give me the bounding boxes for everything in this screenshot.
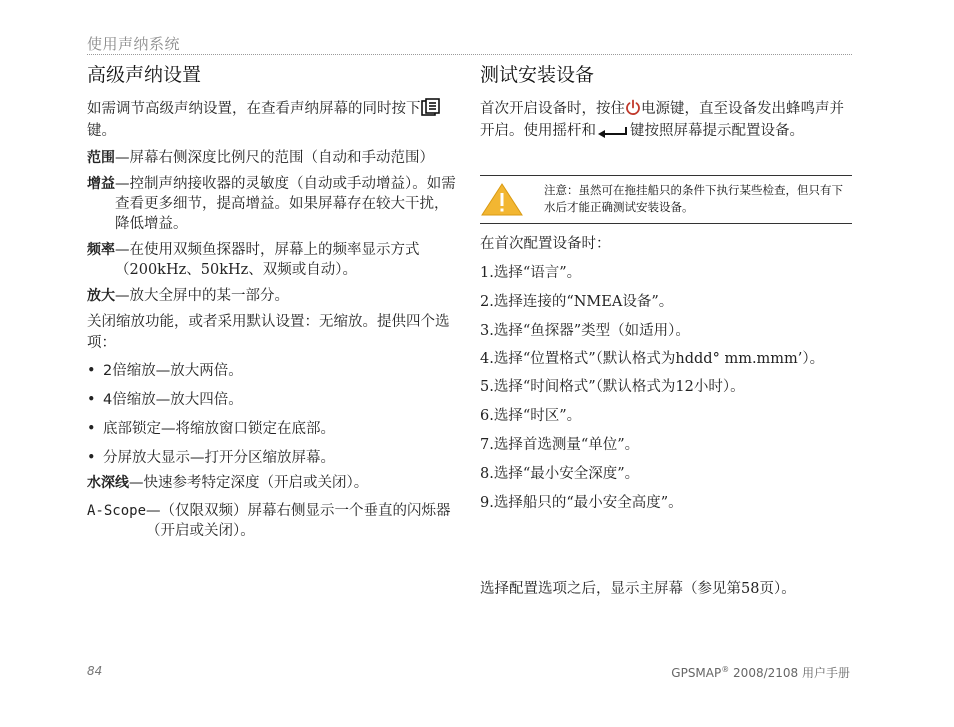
- term-zoom: [87, 286, 462, 306]
- zoom-option-bottom-lock-label: 底部锁定: [103, 421, 161, 437]
- zoom-option-4x: • 4倍缩放—放大四倍。: [87, 392, 243, 408]
- term-depth-line: [87, 473, 462, 493]
- manual-brand: GPSMAP: [671, 666, 722, 680]
- term-a-scope-label: A-Scope: [87, 503, 147, 519]
- term-range: [87, 148, 462, 168]
- term-range-desc: —屏幕右侧深度比例尺的范围（自动和手动范围）: [115, 150, 434, 166]
- step-item: 6.选择“时区”。: [480, 408, 582, 424]
- zoom-option-split: • 分屏放大显示—打开分区缩放屏幕。: [87, 450, 335, 466]
- step-item: 3.选择“鱼探器”类型（如适用）。: [480, 323, 690, 339]
- zoom-option-split-label: 分屏放大显示: [103, 450, 190, 466]
- term-list: [87, 148, 462, 306]
- header-divider: [87, 54, 852, 55]
- left-section-title: 高级声纳设置: [87, 64, 202, 86]
- zoom-option-2x-desc: —放大两倍。: [155, 363, 243, 379]
- zoom-option-4x-desc: —放大四倍。: [155, 392, 243, 408]
- term-frequency-label: 频率: [87, 242, 115, 258]
- page-number: 84: [87, 664, 103, 678]
- left-column: [87, 60, 462, 541]
- term-gain-desc: —控制声纳接收器的灵敏度（自动或手动增益）。如需查看更多细节，提高增益。如果屏幕存在较大干扰，降低增益。: [115, 176, 456, 232]
- term-zoom-desc: —放大全屏中的某一部分。: [115, 288, 289, 304]
- step-item: 7.选择首选测量“单位”。: [480, 437, 640, 453]
- right-section-title: 测试安装设备: [480, 64, 595, 86]
- zoom-option-split-desc: —打开分区缩放屏幕。: [190, 450, 335, 466]
- step-item: 2.选择连接的“NMEA设备”。: [480, 294, 674, 310]
- zoom-option-2x-label: 2倍缩放: [103, 363, 156, 379]
- note-text: 注意：虽然可在拖挂船只的条件下执行某些检查，但只有下水后才能正确测试安装设备。: [544, 183, 843, 214]
- note-box: [480, 175, 852, 224]
- manual-name: 2008/2108 用户手册: [729, 666, 850, 680]
- warning-icon: [480, 182, 524, 217]
- step-item: 1.选择“语言”。: [480, 265, 582, 281]
- zoom-note: 关闭缩放功能，或者采用默认设置：无缩放。提供四个选项：: [87, 314, 450, 351]
- term-depth-line-desc: —快速参考特定深度（开启或关闭）。: [129, 475, 369, 491]
- steps-intro: 在首次配置设备时：: [480, 236, 611, 252]
- power-on-text-a: 首次开启设备时，按住: [480, 101, 625, 117]
- term-gain-label: 增益: [87, 176, 115, 192]
- term-gain: [87, 174, 462, 234]
- power-on-paragraph: [480, 98, 852, 142]
- intro-paragraph: [87, 98, 462, 142]
- power-on-text-c: 键按照屏幕提示配置设备。: [630, 123, 804, 139]
- step-item: 8.选择“最小安全深度”。: [480, 466, 640, 482]
- power-on-text-b: 电源键，直至设备发出蜂鸣声并开启。使用摇杆和: [480, 101, 844, 139]
- term-a-scope: [87, 501, 462, 541]
- term-frequency: [87, 240, 462, 280]
- step-item: 5.选择“时间格式”（默认格式为12小时）。: [480, 379, 745, 395]
- section-header: 使用声纳系统: [87, 35, 181, 53]
- zoom-option-4x-label: 4倍缩放: [103, 392, 156, 408]
- closing-paragraph: 选择配置选项之后，显示主屏幕（参见第58页）。: [480, 581, 796, 597]
- zoom-option-2x: • 2倍缩放—放大两倍。: [87, 363, 243, 379]
- term-a-scope-desc: —（仅限双频）屏幕右侧显示一个垂直的闪烁器（开启或关闭）。: [146, 503, 451, 539]
- zoom-option-bottom-lock: • 底部锁定—将缩放窗口锁定在底部。: [87, 421, 335, 437]
- term-depth-line-label: 水深线: [87, 475, 129, 491]
- term-range-label: 范围: [87, 150, 115, 166]
- term-frequency-desc: —在使用双频鱼探器时，屏幕上的频率显示方式（200kHz、50kHz、双频或自动）。: [115, 242, 420, 278]
- enter-key-icon: [596, 124, 630, 138]
- zoom-option-bottom-lock-desc: —将缩放窗口锁定在底部。: [161, 421, 335, 437]
- power-icon: [625, 99, 641, 116]
- intro-text-a: 如需调节高级声纳设置，在查看声纳屏幕的同时按下: [87, 101, 421, 117]
- setup-steps: [480, 233, 852, 514]
- term-zoom-label: 放大: [87, 288, 115, 304]
- manual-title: [671, 664, 850, 681]
- zoom-options: [87, 360, 462, 469]
- step-item: 9.选择船只的“最小安全高度”。: [480, 495, 683, 511]
- registered-mark: ®: [721, 665, 730, 674]
- step-item: 4.选择“位置格式”（默认格式为hddd° mm.mmm’）。: [480, 351, 825, 367]
- right-column: [480, 60, 852, 142]
- menu-key-icon: [421, 98, 441, 116]
- intro-text-b: 键。: [87, 123, 116, 139]
